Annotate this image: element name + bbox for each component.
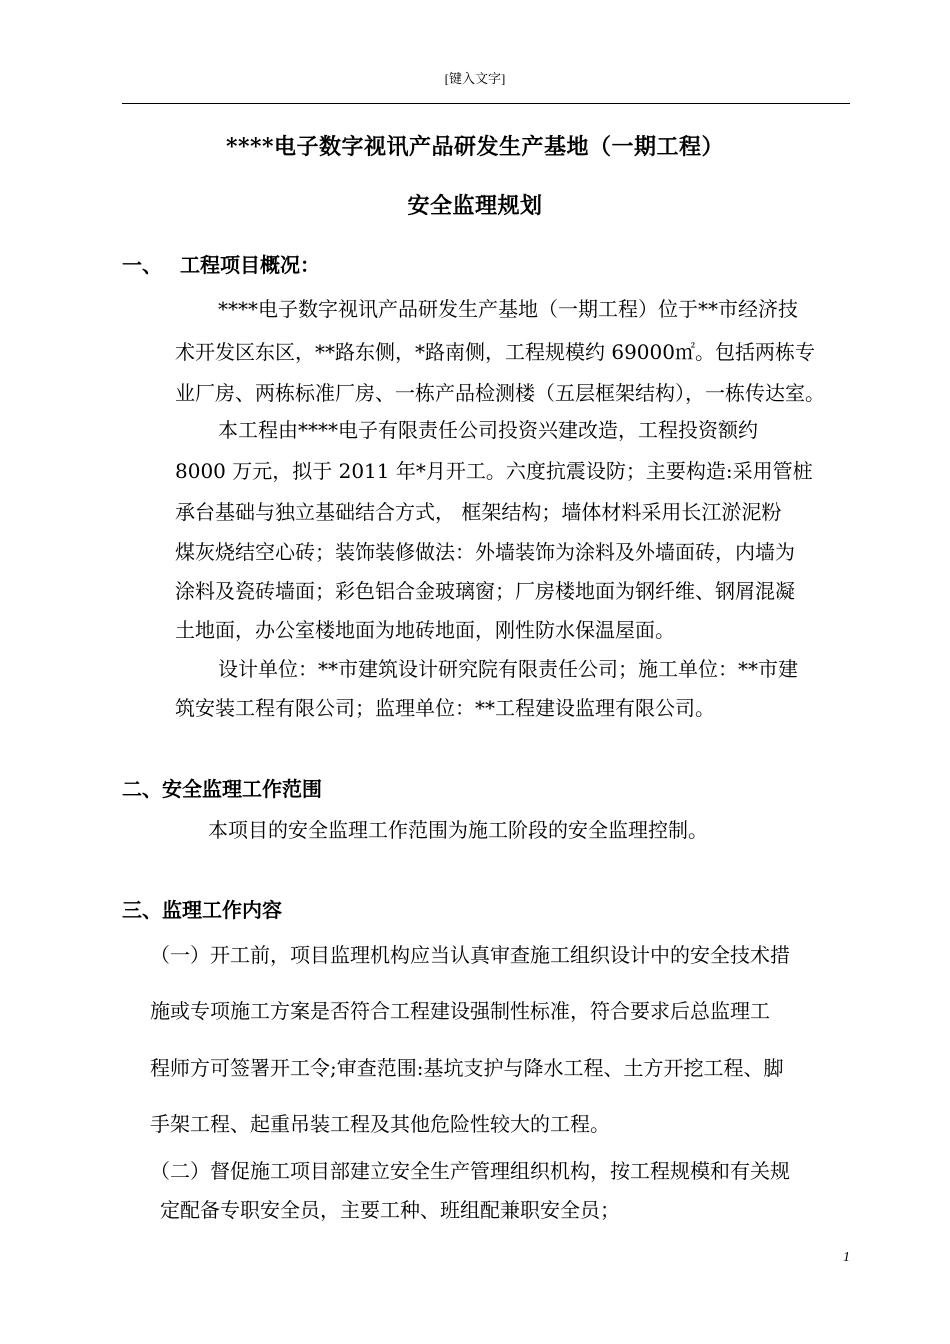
document-title: ****电子数字视讯产品研发生产基地（一期工程）: [225, 134, 725, 160]
section3-item1-line3: 程师方可签署开工令;审查范围:基坑支护与降水工程、土方开挖工程、脚: [150, 1056, 784, 1080]
section3-item1-line1: （一）开工前，项目监理机构应当认真审查施工组织设计中的安全技术措: [150, 943, 790, 967]
section1-para1-line2: 术开发区东区，**路东侧，*路南侧，工程规模约 69000㎡。包括两栋专: [175, 340, 815, 364]
section3-item1-line4: 手架工程、起重吊装工程及其他危险性较大的工程。: [150, 1112, 610, 1136]
document-subtitle: 安全监理规划: [407, 193, 543, 219]
page-header: [键入文字]: [444, 71, 506, 86]
section3-item1-line2: 施或专项施工方案是否符合工程建设强制性标准，符合要求后总监理工: [150, 999, 770, 1023]
header-divider: [122, 103, 850, 104]
section3-heading: 三、监理工作内容: [122, 898, 282, 922]
section1-para2-line3: 承台基础与独立基础结合方式， 框架结构；墙体材料采用长江淤泥粉: [175, 500, 782, 524]
section1-para2-line5: 涂料及瓷砖墙面；彩色铝合金玻璃窗；厂房楼地面为钢纤维、钢屑混凝: [175, 579, 795, 603]
section1-para3-line2: 筑安装工程有限公司；监理单位：**工程建设监理有限公司。: [175, 696, 715, 720]
page-number: 1: [843, 1250, 850, 1265]
section1-heading: 工程项目概况：: [180, 253, 320, 277]
section1-para1-line1: ****电子数字视讯产品研发生产基地（一期工程）位于**市经济技: [218, 297, 798, 321]
section1-para3-line1: 设计单位：**市建筑设计研究院有限责任公司；施工单位：**市建: [218, 657, 798, 681]
section1-para2-line6: 土地面，办公室楼地面为地砖地面，刚性防水保温屋面。: [175, 618, 675, 642]
section1-para2-line4: 煤灰烧结空心砖；装饰装修做法：外墙装饰为涂料及外墙面砖，内墙为: [175, 540, 795, 564]
section2-heading: 二、安全监理工作范围: [122, 777, 322, 801]
section1-para2-line2: 8000 万元，拟于 2011 年*月开工。六度抗震设防；主要构造:采用管桩: [175, 459, 813, 483]
section1-para2-line1: 本工程由****电子有限责任公司投资兴建改造，工程投资额约: [218, 418, 758, 442]
section2-para: 本项目的安全监理工作范围为施工阶段的安全监理控制。: [208, 818, 708, 842]
section1-para1-line3: 业厂房、两栋标准厂房、一栋产品检测楼（五层框架结构），一栋传达室。: [175, 381, 825, 405]
section3-item2-line2: 定配备专职安全员，主要工种、班组配兼职安全员；: [160, 1198, 620, 1222]
section3-item2-line1: （二）督促施工项目部建立安全生产管理组织机构，按工程规模和有关规: [150, 1159, 790, 1183]
section1-heading-number: 一、: [122, 253, 162, 277]
